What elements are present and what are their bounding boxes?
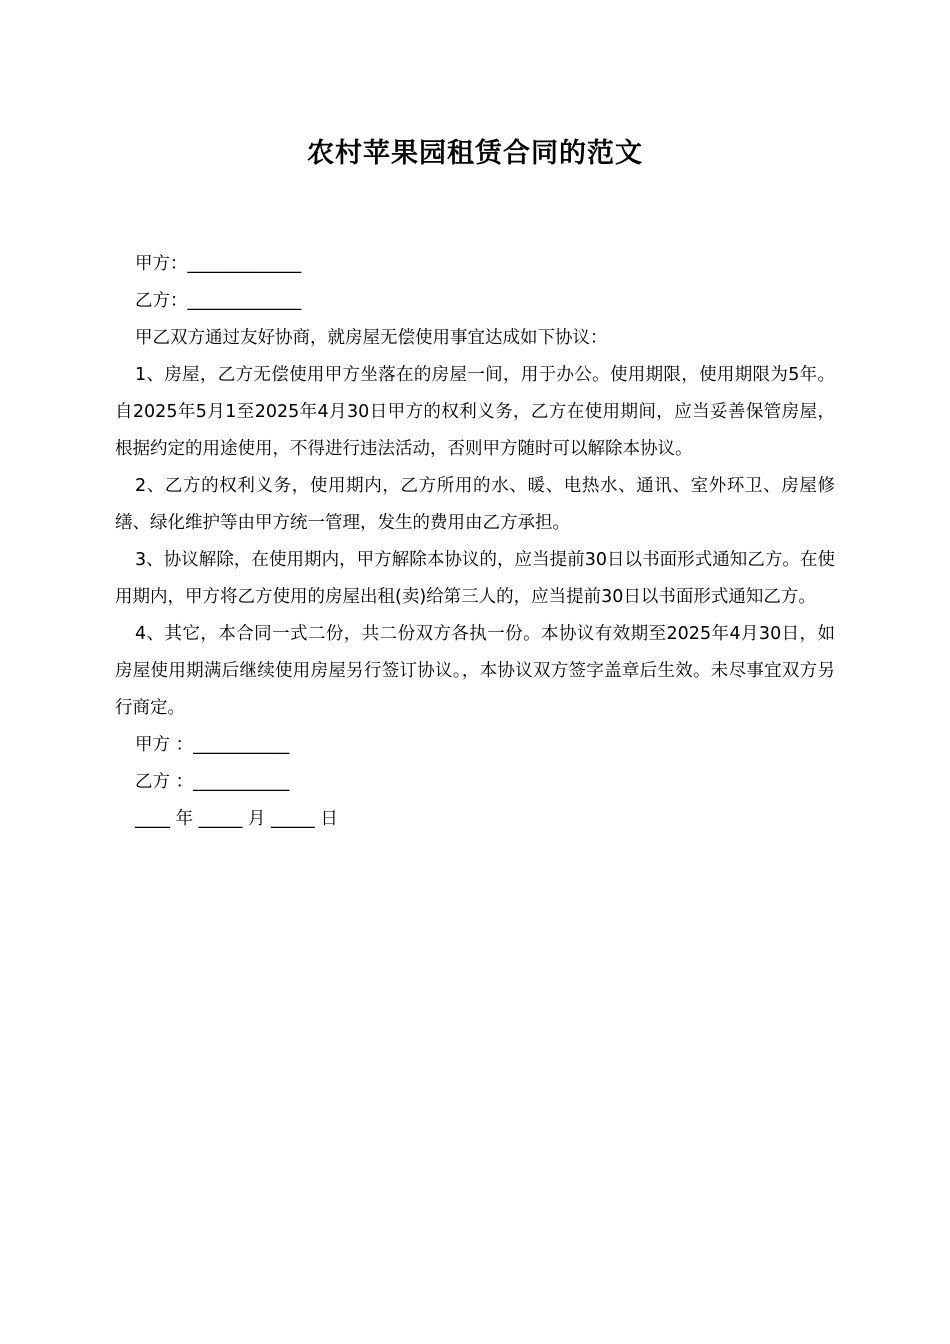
clause-1: 1、房屋，乙方无偿使用甲方坐落在的房屋一间，用于办公。使用期限，使用期限为5年。自2025年5月1至2025年4月30日甲方的权利义务，乙方在使用期间，应当妥善保管房屋，根据约定的用途使用，不得进行违法活动，否则甲方随时可以解除本协议。	[115, 365, 835, 459]
party-a-line: 甲方：_____________	[135, 254, 302, 274]
contract-body	[115, 246, 835, 838]
signature-party-a: 甲方 ：___________	[135, 735, 290, 755]
clause-2: 2、乙方的权利义务，使用期内，乙方所用的水、暖、电热水、通讯、室外环卫、房屋修缮、绿化维护等由甲方统一管理，发生的费用由乙方承担。	[115, 476, 835, 533]
date-line: ____ 年 _____ 月 _____ 日	[135, 809, 338, 829]
signature-party-b: 乙方 ：___________	[135, 772, 290, 792]
party-b-line: 乙方：_____________	[135, 291, 302, 311]
intro-paragraph: 甲乙双方通过友好协商，就房屋无偿使用事宜达成如下协议：	[135, 328, 608, 348]
document-title: 农村苹果园租赁合同的范文	[307, 138, 643, 169]
clause-4: 4、其它，本合同一式二份，共二份双方各执一份。本协议有效期至2025年4月30日，如房屋使用期满后继续使用房屋另行签订协议。，本协议双方签字盖章后生效。未尽事宜双方另行商定。	[115, 624, 835, 718]
clause-3: 3、协议解除，在使用期内，甲方解除本协议的，应当提前30日以书面形式通知乙方。在使用期内，甲方将乙方使用的房屋出租(卖)给第三人的，应当提前30日以书面形式通知乙方。	[115, 550, 835, 607]
